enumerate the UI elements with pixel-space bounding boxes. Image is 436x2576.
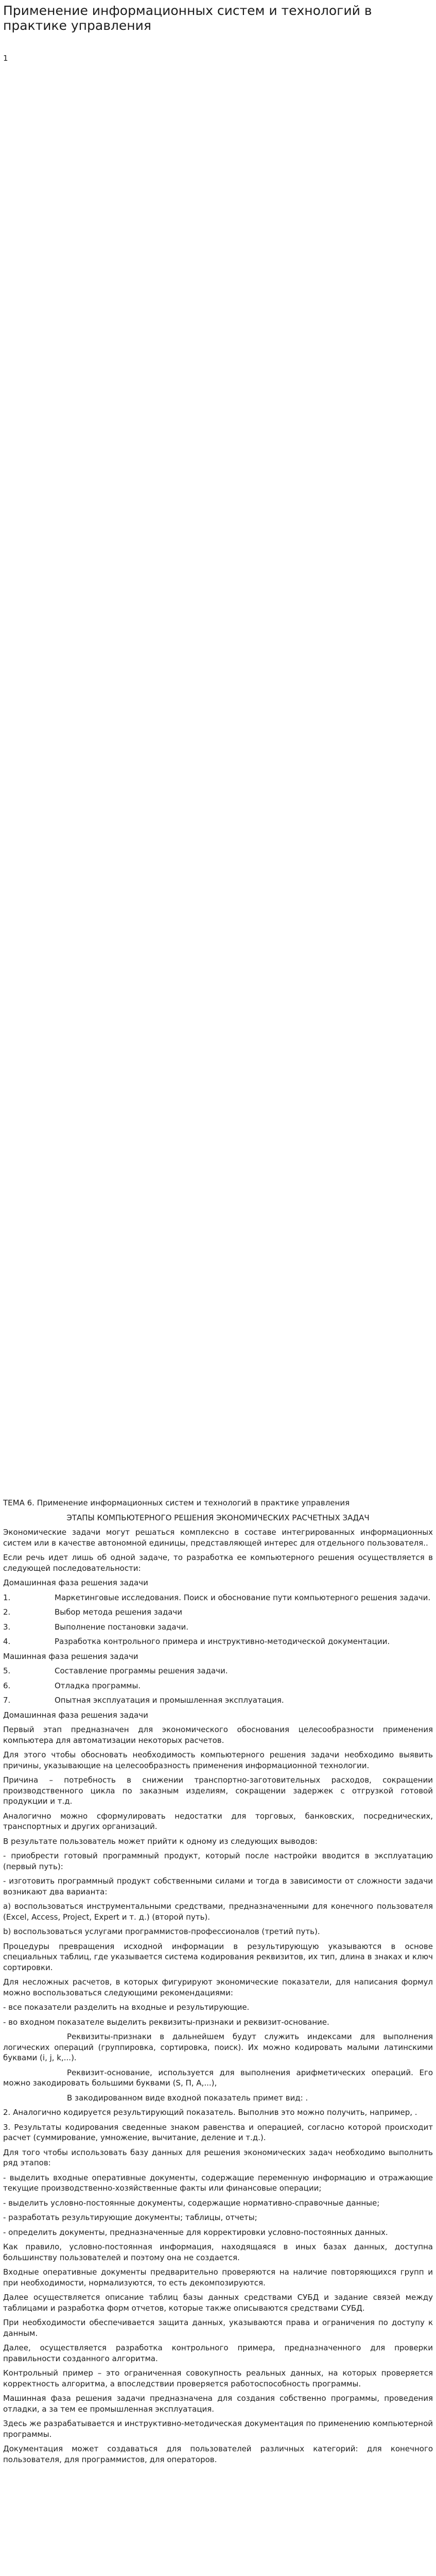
list-text: Выбор метода решения задачи: [55, 1607, 183, 1617]
paragraph: Первый этап предназначен для экономического обоснования целесообразности применения компьютера для автоматизации некоторых расчетов.: [3, 1725, 433, 1745]
paragraph: Документация может создаваться для пользователей различных категорий: для конечного пользователя, для программистов, для операторов.: [3, 2444, 433, 2464]
page-title: Применение информационных систем и технологий в практике управления: [3, 3, 372, 33]
paragraph: - изготовить программный продукт собственными силами и тогда в зависимости от сложности задачи возникают два варианта:: [3, 1876, 433, 1896]
paragraph: В закодированном виде входной показатель примет вид: .: [67, 2093, 308, 2103]
page-number: 1: [3, 54, 8, 63]
paragraph: Входные оперативные документы предварительно проверяются на наличие повторяющихся групп и при необходимости, нормализуются, то есть декомпозируются.: [3, 2267, 433, 2287]
list-item: [3, 1622, 433, 1633]
paragraph: - все показатели разделить на входные и результирующие.: [3, 2003, 250, 2012]
paragraph: - приобрести готовый программный продукт, который после настройки вводится в эксплуатацию (первый путь):: [3, 1851, 433, 1871]
paragraph: При необходимости обеспечивается защита данных, указываются права и ограничения по доступу к данным.: [3, 2318, 433, 2338]
paragraph: Реквизит-основание, используется для выполнения арифметических операций. Его можно закодировать большими буквами (S, П, А,...),: [3, 2067, 433, 2088]
document-body: [0, 1498, 436, 2469]
list-item: [3, 1681, 433, 1691]
list-text: Выполнение постановки задачи.: [55, 1622, 188, 1632]
paragraph: 2. Аналогично кодируется результирующий показатель. Выполнив это можно получить, например, .: [3, 2108, 417, 2117]
paragraph: Для несложных расчетов, в которых фигурируют экономические показатели, для написания формул можно воспользоваться следующими рекомендациями:: [3, 1977, 433, 1997]
topic-line: ТЕМА 6. Применение информационных систем и технологий в практике управления: [3, 1498, 350, 1507]
paragraph: - выделить условно-постоянные документы, содержащие нормативно-справочные данные;: [3, 2198, 380, 2208]
phase-heading: Машинная фаза решения задачи: [3, 1651, 138, 1661]
paragraph: Здесь же разрабатывается и инструктивно-методическая документация по применению компьютерной программы.: [3, 2419, 433, 2439]
paragraph: 3. Результаты кодирования сведенные знаком равенства и операцией, согласно которой происходит расчет (суммирование, умножение, вычитание, деление и т.д.).: [3, 2122, 433, 2142]
list-item: [3, 1666, 433, 1676]
paragraph: b) воспользоваться услугами программистов-профессионалов (третий путь).: [3, 1927, 320, 1936]
paragraph: Машинная фаза решения задачи предназначена для создания собственно программы, проведения отладки, а за тем ее промышленная эксплуатация.: [3, 2394, 433, 2414]
paragraph: Далее, осуществляется разработка контрольного примера, предназначенного для проверки правильности созданного алгоритма.: [3, 2343, 433, 2363]
phase-heading: Домашинная фаза решения задачи: [3, 1710, 148, 1720]
paragraph: Если речь идет лишь об одной задаче, то разработка ее компьютерного решения осуществляется в следующей последовательности:: [3, 1553, 433, 1573]
list-number: 4.: [3, 1637, 11, 1646]
paragraph: Реквизиты-признаки в дальнейшем будут служить индексами для выполнения логических операций (группировка, сортировка, поиск). Их можно кодировать малыми латинскими буквами (i, j, k,...).: [3, 2032, 433, 2062]
paragraph: - во входном показателе выделить реквизиты-признаки и реквизит-основание.: [3, 2017, 329, 2027]
phase-heading: Домашинная фаза решения задачи: [3, 1578, 148, 1587]
paragraph: Экономические задачи могут решаться комплексно в составе интегрированных информационных систем или в качестве автономной единицы, представляющей интерес для отдельного пользователя..: [3, 1528, 433, 1548]
list-number: 5.: [3, 1666, 11, 1675]
paragraph: Далее осуществляется описание таблиц базы данных средствами СУБД и задание связей между таблицами и разработка форм отчетов, которые также описываются средствами СУБД.: [3, 2293, 433, 2313]
list-number: 6.: [3, 1681, 11, 1690]
list-text: Разработка контрольного примера и инструктивно-методической документации.: [55, 1637, 390, 1646]
paragraph: - выделить входные оперативные документы, содержащие переменную информацию и отражающие текущие производственно-хозяйственные факты или финансовые операции;: [3, 2173, 433, 2193]
list-number: 1.: [3, 1592, 11, 1602]
list-number: 2.: [3, 1607, 11, 1617]
list-text: Маркетинговые исследования. Поиск и обоснование пути компьютерного решения задачи.: [55, 1592, 431, 1602]
list-item: [3, 1592, 433, 1603]
paragraph: В результате пользователь может прийти к одному из следующих выводов:: [3, 1836, 318, 1846]
paragraph: Для того чтобы использовать базу данных для решения экономических задач необходимо выполнить ряд этапов:: [3, 2147, 433, 2167]
paragraph: Как правило, условно-постоянная информация, находящаяся в иных базах данных, доступна большинству пользователей и поэтому она не создается.: [3, 2242, 433, 2262]
paragraph: Контрольный пример – это ограниченная совокупность реальных данных, на которых проверяется корректность алгоритма, а впоследствии проверяется работоспособность программы.: [3, 2368, 433, 2388]
paragraph: а) воспользоваться инструментальными средствами, предназначенными для конечного пользователя (Excel, Access, Project, Expert и т. д.) (второй путь).: [3, 1902, 433, 1922]
paragraph: - разработать результирующие документы; таблицы, отчеты;: [3, 2213, 257, 2222]
list-number: 3.: [3, 1622, 11, 1632]
paragraph: Процедуры превращения исходной информации в результирующую указываются в основе специальных таблиц, где указывается система кодирования реквизитов, их тип, длина в знаках и ключ сортировки.: [3, 1941, 433, 1972]
list-item: [3, 1607, 433, 1618]
paragraph: - определить документы, предназначенные для корректировки условно-постоянных данных.: [3, 2227, 388, 2237]
list-text: Отладка программы.: [55, 1681, 141, 1690]
section-heading: ЭТАПЫ КОМПЬЮТЕРНОГО РЕШЕНИЯ ЭКОНОМИЧЕСКИХ РАСЧЕТНЫХ ЗАДАЧ: [66, 1513, 370, 1522]
list-text: Составление программы решения задачи.: [55, 1666, 228, 1675]
list-text: Опытная эксплуатация и промышленная эксплуатация.: [55, 1696, 284, 1705]
list-number: 7.: [3, 1696, 11, 1705]
paragraph: Аналогично можно сформулировать недостатки для торговых, банковских, посреднических, транспортных и других организаций.: [3, 1811, 433, 1831]
paragraph: Причина – потребность в снижении транспортно-заготовительных расходов, сокращении производственного цикла по заказным изделиям, сокращении задержек с отгрузкой готовой продукции и т.д.: [3, 1775, 433, 1806]
paragraph: Для этого чтобы обосновать необходимость компьютерного решения задачи необходимо выявить причины, указывающие на целесообразность применения информационной технологии.: [3, 1750, 433, 1770]
list-item: [3, 1636, 433, 1647]
list-item: [3, 1695, 433, 1706]
